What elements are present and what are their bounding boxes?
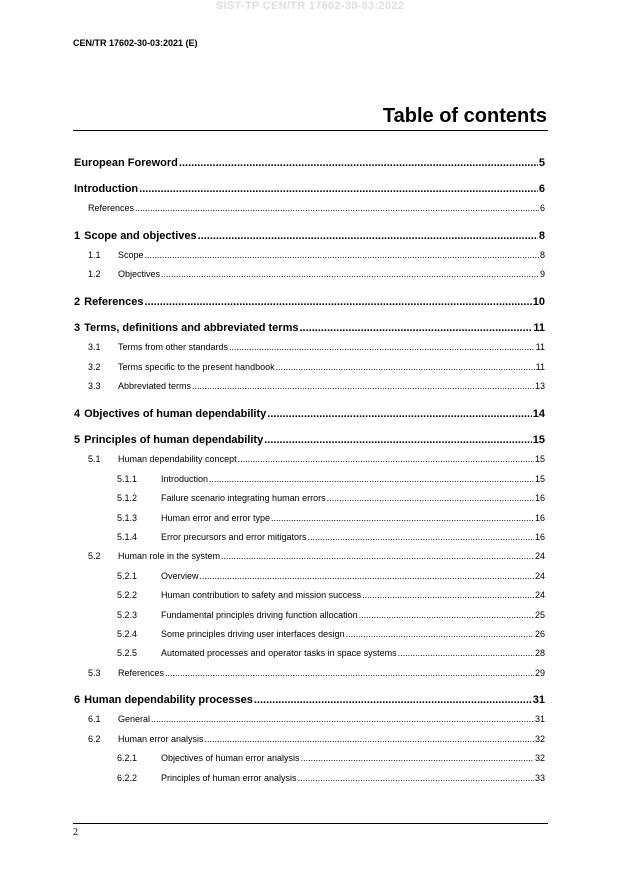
toc-leader-dots — [209, 474, 534, 484]
toc-entry-number: 1 — [74, 230, 81, 242]
toc-entry-label: Human dependability processes — [84, 694, 253, 706]
toc-leader-dots — [362, 590, 534, 600]
toc-entry-page: 6 — [539, 203, 545, 213]
toc-entry-number: 5.1.4 — [117, 532, 138, 542]
toc-entry-label: Objectives of human dependability — [84, 408, 267, 420]
toc-leader-dots — [299, 322, 532, 334]
toc-entry-page: 16 — [534, 513, 545, 523]
toc-entry-label: Human error and error type — [161, 513, 271, 523]
toc-entry-page: 11 — [533, 322, 545, 334]
toc-entry-number: 3.2 — [88, 362, 101, 372]
toc-entry-page: 5 — [538, 157, 545, 169]
toc-entry-label: Overview — [161, 571, 199, 581]
toc-entry-number: 6.2 — [88, 734, 101, 744]
toc-entry[interactable] — [88, 250, 545, 260]
toc-entry-number: 6.2.2 — [117, 773, 138, 783]
toc-entry-label: Fundamental principles driving function allocation — [161, 610, 358, 620]
toc-entry-label: Introduction — [74, 183, 139, 195]
toc-leader-dots — [135, 203, 539, 213]
toc-entry-number: 6.2.1 — [117, 753, 138, 763]
toc-entry-page: 15 — [534, 454, 545, 464]
toc-entry-label: Objectives — [118, 269, 161, 279]
toc-entry[interactable] — [117, 493, 545, 503]
toc-leader-dots — [264, 434, 532, 446]
toc-entry-page: 26 — [534, 629, 545, 639]
toc-entry-page: 9 — [539, 269, 545, 279]
toc-entry-number: 5.3 — [88, 668, 101, 678]
toc-entry-number: 3.3 — [88, 381, 101, 391]
toc-leader-dots — [229, 342, 535, 352]
toc-entry[interactable] — [117, 629, 545, 639]
toc-entry-page: 16 — [534, 493, 545, 503]
footer-rule — [73, 823, 548, 824]
toc-entry-page: 32 — [534, 734, 545, 744]
toc-entry[interactable] — [117, 648, 545, 658]
toc-entry-page: 33 — [534, 773, 545, 783]
toc-entry[interactable] — [117, 532, 545, 542]
page-title: Table of contents — [382, 105, 547, 127]
toc-leader-dots — [205, 734, 534, 744]
toc-entry-page: 24 — [534, 571, 545, 581]
toc-entry-number: 5.2 — [88, 551, 101, 561]
toc-entry-number: 3 — [74, 322, 81, 334]
page-number: 2 — [73, 827, 78, 838]
document-id: CEN/TR 17602-30-03:2021 (E) — [73, 38, 198, 48]
toc-entry-label: Human error analysis — [118, 734, 204, 744]
toc-leader-dots — [346, 629, 534, 639]
toc-entry[interactable] — [117, 753, 545, 763]
toc-entry-number: 6 — [74, 694, 81, 706]
toc-entry-page: 16 — [534, 532, 545, 542]
toc-entry-page: 13 — [534, 381, 545, 391]
toc-leader-dots — [151, 714, 534, 724]
toc-entry-number: 1.1 — [88, 250, 101, 260]
toc-entry-label: Introduction — [161, 474, 209, 484]
toc-leader-dots — [179, 157, 538, 169]
toc-entry-label: References — [88, 203, 135, 213]
toc-leader-dots — [398, 648, 534, 658]
toc-entry[interactable] — [88, 454, 545, 464]
toc-entry[interactable] — [88, 203, 545, 213]
toc-leader-dots — [144, 296, 531, 308]
toc-entry-page: 14 — [532, 408, 545, 420]
toc-leader-dots — [200, 571, 534, 581]
watermark: SIST-TP CEN/TR 17602-30-03:2022 — [215, 0, 405, 12]
toc-leader-dots — [198, 230, 538, 242]
toc-leader-dots — [165, 668, 534, 678]
toc-leader-dots — [192, 381, 534, 391]
toc-entry-number: 5.1.1 — [117, 474, 138, 484]
toc-leader-dots — [267, 408, 531, 420]
toc-entry-page: 6 — [538, 183, 545, 195]
toc-entry-label: Human role in the system — [118, 551, 221, 561]
toc-entry-page: 11 — [535, 342, 545, 352]
toc-entry[interactable] — [88, 362, 545, 372]
toc-leader-dots — [145, 250, 539, 260]
toc-entry-label: Scope and objectives — [84, 230, 197, 242]
toc-entry-number: 1.2 — [88, 269, 101, 279]
toc-entry-label: Failure scenario integrating human errors — [161, 493, 326, 503]
toc-entry-page: 8 — [539, 250, 545, 260]
toc-entry[interactable] — [74, 230, 545, 242]
toc-entry-number: 5.1.3 — [117, 513, 138, 523]
toc-entry-label: Some principles driving user interfaces design — [161, 629, 345, 639]
toc-leader-dots — [327, 493, 534, 503]
toc-entry[interactable] — [88, 668, 545, 678]
toc-leader-dots — [221, 551, 534, 561]
toc-entry-number: 5.2.5 — [117, 648, 138, 658]
toc-entry[interactable] — [74, 322, 545, 334]
toc-leader-dots — [359, 610, 534, 620]
toc-entry[interactable] — [74, 296, 545, 308]
toc-entry-page: 24 — [534, 551, 545, 561]
toc-entry-label: Objectives of human error analysis — [161, 753, 300, 763]
toc-entry[interactable] — [88, 714, 545, 724]
toc-entry-number: 5 — [74, 434, 81, 446]
toc-leader-dots — [276, 362, 535, 372]
toc-entry[interactable] — [74, 434, 545, 446]
toc-entry[interactable] — [74, 694, 545, 706]
toc-entry-number: 6.1 — [88, 714, 101, 724]
toc-entry-page: 28 — [534, 648, 545, 658]
toc-entry-number: 3.1 — [88, 342, 101, 352]
toc-entry[interactable] — [88, 551, 545, 561]
toc-entry-number: 4 — [74, 408, 81, 420]
toc-entry-number: 5.1 — [88, 454, 101, 464]
toc-entry-page: 31 — [534, 714, 545, 724]
toc-entry[interactable] — [117, 513, 545, 523]
toc-entry-label: References — [118, 668, 165, 678]
toc-entry[interactable] — [88, 269, 545, 279]
toc-leader-dots — [301, 753, 534, 763]
toc-entry[interactable] — [117, 610, 545, 620]
toc-entry-label: Terms, definitions and abbreviated terms — [84, 322, 299, 334]
toc-entry-page: 15 — [532, 434, 545, 446]
toc-entry-label: Terms specific to the present handbook — [118, 362, 275, 372]
toc-leader-dots — [161, 269, 539, 279]
toc-entry-page: 15 — [534, 474, 545, 484]
toc-entry-label: Error precursors and error mitigators — [161, 532, 307, 542]
toc-entry-page: 24 — [534, 590, 545, 600]
toc-entry[interactable] — [117, 590, 545, 600]
toc-entry-label: General — [118, 714, 151, 724]
toc-entry-page: 31 — [532, 694, 545, 706]
toc-entry[interactable] — [88, 381, 545, 391]
toc-entry-number: 5.2.2 — [117, 590, 138, 600]
toc-entry[interactable] — [117, 773, 545, 783]
toc-leader-dots — [298, 773, 534, 783]
toc-entry-label: Principles of human dependability — [84, 434, 264, 446]
toc-entry-label: European Foreword — [74, 157, 178, 169]
toc-leader-dots — [139, 183, 538, 195]
toc-entry-page: 25 — [534, 610, 545, 620]
toc-entry[interactable] — [88, 734, 545, 744]
toc-entry-number: 2 — [74, 296, 81, 308]
toc-entry-label: Abbreviated terms — [118, 381, 192, 391]
toc-entry-page: 8 — [538, 230, 545, 242]
toc-entry-page: 11 — [535, 362, 545, 372]
toc-entry[interactable] — [117, 474, 545, 484]
toc-entry-number: 5.2.1 — [117, 571, 138, 581]
toc-entry-label: References — [84, 296, 144, 308]
toc-entry[interactable] — [88, 342, 545, 352]
toc-entry-page: 29 — [534, 668, 545, 678]
toc-entry-label: Terms from other standards — [118, 342, 229, 352]
toc-entry-label: Scope — [118, 250, 144, 260]
toc-entry[interactable] — [74, 157, 545, 169]
toc-leader-dots — [271, 513, 534, 523]
title-rule — [73, 130, 548, 131]
toc-leader-dots — [238, 454, 534, 464]
toc-entry-label: Human dependability concept — [118, 454, 237, 464]
toc-entry-page: 10 — [532, 296, 545, 308]
toc-entry-number: 5.2.3 — [117, 610, 138, 620]
toc-entry[interactable] — [74, 183, 545, 195]
toc-entry[interactable] — [74, 408, 545, 420]
toc-entry-number: 5.1.2 — [117, 493, 138, 503]
toc-entry-label: Principles of human error analysis — [161, 773, 297, 783]
toc-entry-label: Human contribution to safety and mission success — [161, 590, 362, 600]
toc-leader-dots — [308, 532, 534, 542]
toc-entry[interactable] — [117, 571, 545, 581]
toc-entry-page: 32 — [534, 753, 545, 763]
toc-entry-number: 5.2.4 — [117, 629, 138, 639]
toc-leader-dots — [254, 694, 532, 706]
toc-entry-label: Automated processes and operator tasks in space systems — [161, 648, 397, 658]
